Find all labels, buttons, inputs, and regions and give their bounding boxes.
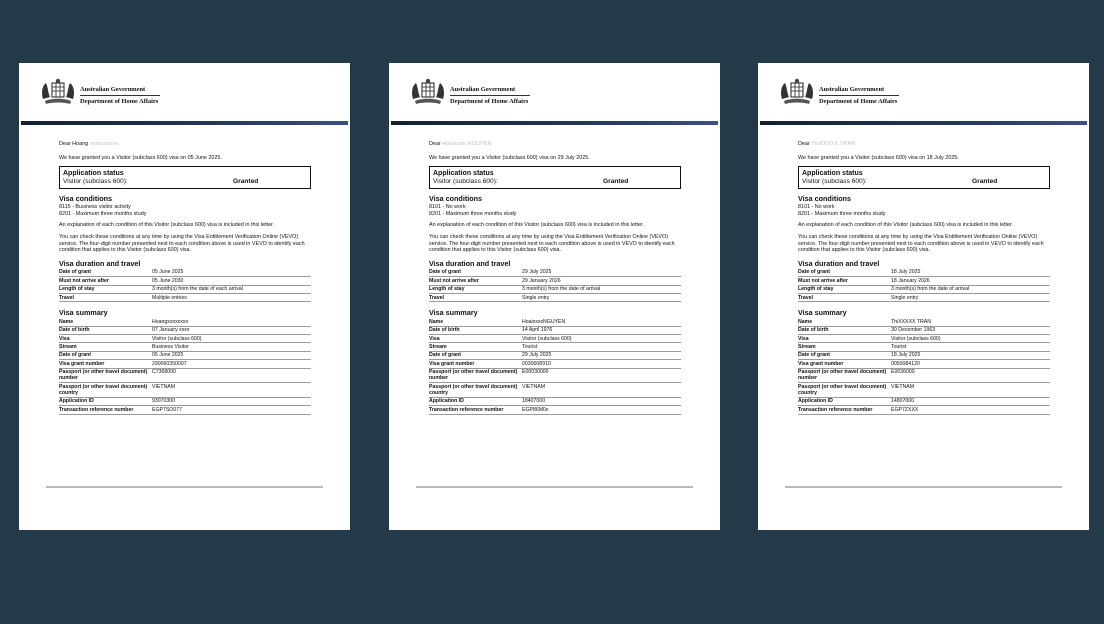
table-row xyxy=(429,360,681,368)
field-label: Travel xyxy=(429,293,522,301)
field-value: C7368000 xyxy=(152,368,311,383)
status-title: Application status xyxy=(802,170,863,178)
field-label: Date of birth xyxy=(429,326,522,334)
letterhead xyxy=(778,77,978,117)
field-value: 18 July 2025 xyxy=(891,351,1050,359)
table-row xyxy=(798,383,1050,398)
field-label: Visa grant number xyxy=(59,360,152,368)
table-row xyxy=(59,343,311,351)
field-value: 05 June 2030 xyxy=(152,277,311,285)
field-label: Visa xyxy=(59,335,152,343)
table-row xyxy=(59,406,311,414)
field-label: Passport (or other travel document) country xyxy=(429,383,522,398)
footer-rule xyxy=(785,486,1062,488)
conditions-explanation: An explanation of each condition of this Visitor (subclass 600) visa is included in this letter. xyxy=(429,222,645,229)
field-value: ThiXXXXX TRAN xyxy=(891,318,1050,326)
field-value: Multiple entries xyxy=(152,293,311,301)
conditions-explanation: An explanation of each condition of this Visitor (subclass 600) visa is included in this letter. xyxy=(798,222,1014,229)
condition-item: 8201 - Maximum three months study xyxy=(429,210,517,217)
department-name: Department of Home Affairs xyxy=(819,98,898,105)
duration-table xyxy=(798,269,1050,303)
coat-of-arms-icon xyxy=(39,77,77,107)
field-value: 18 July 2025 xyxy=(891,269,1050,277)
field-label: Visa xyxy=(429,335,522,343)
duration-table xyxy=(429,269,681,303)
greeting-prefix: Dear xyxy=(429,141,441,147)
field-value: 0030008910 xyxy=(522,360,681,368)
greeting xyxy=(798,141,1050,148)
field-value: 29 July 2025 xyxy=(522,269,681,277)
field-label: Name xyxy=(59,318,152,326)
field-label: Stream xyxy=(59,343,152,351)
visa-grant-letter-page xyxy=(389,63,720,530)
field-label: Travel xyxy=(59,293,152,301)
letter-body xyxy=(59,141,311,415)
field-value: 3 month(s) from the date of arrival xyxy=(522,285,681,293)
header-band xyxy=(391,121,718,125)
field-label: Name xyxy=(429,318,522,326)
field-label: Visa grant number xyxy=(798,360,891,368)
table-row xyxy=(429,318,681,326)
table-row xyxy=(59,368,311,383)
letter-body xyxy=(798,141,1050,415)
table-row xyxy=(798,318,1050,326)
status-badge: Granted xyxy=(233,178,259,186)
duration-heading: Visa duration and travel xyxy=(429,258,511,268)
condition-item: 8201 - Maximum three months study xyxy=(59,210,147,217)
conditions-heading: Visa conditions xyxy=(59,194,112,204)
table-row xyxy=(59,397,311,405)
field-value: 07 January xxxx xyxy=(152,326,311,334)
field-label: Passport (or other travel document) country xyxy=(798,383,891,398)
field-label: Application ID xyxy=(59,397,152,405)
field-value: 30 December 1963 xyxy=(891,326,1050,334)
table-row xyxy=(798,360,1050,368)
field-label: Application ID xyxy=(429,397,522,405)
field-label: Date of grant xyxy=(429,351,522,359)
field-label: Must not arrive after xyxy=(59,277,152,285)
agency-name xyxy=(819,85,899,106)
field-value: 18 January 2026 xyxy=(891,277,1050,285)
field-label: Passport (or other travel document) number xyxy=(798,368,891,383)
duration-heading: Visa duration and travel xyxy=(798,258,880,268)
field-label: Transaction reference number xyxy=(59,406,152,414)
field-label: Passport (or other travel document) country xyxy=(59,383,152,398)
field-label: Length of stay xyxy=(798,285,891,293)
field-value: 93070300 xyxy=(152,397,311,405)
greeting xyxy=(429,141,681,148)
table-row xyxy=(429,351,681,359)
table-row xyxy=(429,326,681,334)
field-label: Date of grant xyxy=(798,351,891,359)
field-value: 18407000 xyxy=(522,397,681,405)
table-row xyxy=(429,335,681,343)
field-value: E0036000 xyxy=(891,368,1050,383)
field-value: 290060350007 xyxy=(152,360,311,368)
field-value: 14 April 1976 xyxy=(522,326,681,334)
status-label: Visitor (subclass 600): xyxy=(433,178,498,186)
condition-item: 8101 - No work xyxy=(798,204,835,211)
table-row xyxy=(429,343,681,351)
header-band xyxy=(760,121,1087,125)
status-title: Application status xyxy=(63,170,124,178)
table-row xyxy=(429,406,681,414)
vevo-paragraph: You can check these conditions at any time by using the Visa Entitlement Verification Online (VEVO) service. The four-digit number presented next to each condition above is used in VEVO to identify each condition that applies to this Visitor (subclass 600) visa. xyxy=(59,233,305,254)
field-value: Business Visitor xyxy=(152,343,311,351)
conditions-explanation: An explanation of each condition of this Visitor (subclass 600) visa is included in this letter. xyxy=(59,222,275,229)
field-value: Tourist xyxy=(891,343,1050,351)
agency-name xyxy=(80,85,160,106)
table-row xyxy=(429,368,681,383)
field-label: Date of birth xyxy=(59,326,152,334)
vevo-paragraph: You can check these conditions at any time by using the Visa Entitlement Verification Online (VEVO) service. The four-digit number presented next to each condition above is used in VEVO to identify each condition that applies to this Visitor (subclass 600) visa. xyxy=(798,233,1044,254)
coat-of-arms-icon xyxy=(409,77,447,107)
field-value: 3 month(s) from the date of each arrival xyxy=(152,285,311,293)
table-row xyxy=(798,397,1050,405)
table-row xyxy=(429,293,681,301)
field-value: EGP7SO077 xyxy=(152,406,311,414)
letter-body xyxy=(429,141,681,415)
letterhead xyxy=(39,77,239,117)
field-label: Date of birth xyxy=(798,326,891,334)
greeting-prefix: Dear xyxy=(798,141,810,147)
field-value: VIETNAM xyxy=(522,383,681,398)
footer-rule xyxy=(46,486,323,488)
vevo-paragraph: You can check these conditions at any time by using the Visa Entitlement Verification Online (VEVO) service. The four-digit number presented next to each condition above is used in VEVO to identify each condition that applies to this Visitor (subclass 600) visa. xyxy=(429,233,675,254)
summary-table xyxy=(798,318,1050,414)
table-row xyxy=(59,335,311,343)
table-row xyxy=(798,343,1050,351)
grant-intro: We have granted you a Visitor (subclass 600) visa on 05 June 2025. xyxy=(59,154,222,161)
field-value: 0050084120 xyxy=(891,360,1050,368)
field-value: 14807000 xyxy=(891,397,1050,405)
field-value: Visitor (subclass 600) xyxy=(891,335,1050,343)
header-band xyxy=(21,121,348,125)
table-row xyxy=(429,285,681,293)
field-value: 29 July 2025 xyxy=(522,351,681,359)
field-label: Stream xyxy=(798,343,891,351)
table-row xyxy=(429,383,681,398)
table-row xyxy=(798,406,1050,414)
field-value: 05 June 2025 xyxy=(152,269,311,277)
field-label: Stream xyxy=(429,343,522,351)
visa-grant-letter-page xyxy=(19,63,350,530)
field-value: Single entry xyxy=(522,293,681,301)
field-value: Hoangxxxxxxxx xyxy=(152,318,311,326)
field-label: Travel xyxy=(798,293,891,301)
field-label: Visa xyxy=(798,335,891,343)
field-label: Date of grant xyxy=(429,269,522,277)
field-value: 05 June 2025 xyxy=(152,351,311,359)
table-row xyxy=(798,269,1050,277)
field-value: E00030000 xyxy=(522,368,681,383)
condition-item: 8115 - Business visitor activity xyxy=(59,204,131,211)
field-label: Passport (or other travel document) number xyxy=(59,368,152,383)
field-value: 29 January 2026 xyxy=(522,277,681,285)
table-row xyxy=(59,293,311,301)
summary-table xyxy=(59,318,311,414)
table-row xyxy=(798,285,1050,293)
field-label: Must not arrive after xyxy=(429,277,522,285)
conditions-heading: Visa conditions xyxy=(798,194,851,204)
condition-item: 8101 - No work xyxy=(429,204,466,211)
summary-heading: Visa summary xyxy=(798,308,847,318)
table-row xyxy=(59,318,311,326)
field-label: Passport (or other travel document) number xyxy=(429,368,522,383)
duration-heading: Visa duration and travel xyxy=(59,258,141,268)
field-label: Visa grant number xyxy=(429,360,522,368)
field-label: Must not arrive after xyxy=(798,277,891,285)
government-name: Australian Government xyxy=(819,85,899,96)
table-row xyxy=(429,397,681,405)
grant-intro: We have granted you a Visitor (subclass 600) visa on 29 July 2025. xyxy=(429,154,590,161)
field-label: Transaction reference number xyxy=(798,406,891,414)
table-row xyxy=(59,326,311,334)
field-value: Tourist xyxy=(522,343,681,351)
field-label: Application ID xyxy=(798,397,891,405)
coat-of-arms-icon xyxy=(778,77,816,107)
table-row xyxy=(59,277,311,285)
letterhead xyxy=(409,77,609,117)
visa-grant-letter-page xyxy=(758,63,1089,530)
field-value: 3 month(s) from the date of arrival xyxy=(891,285,1050,293)
table-row xyxy=(798,293,1050,301)
department-name: Department of Home Affairs xyxy=(450,98,529,105)
duration-table xyxy=(59,269,311,303)
field-label: Length of stay xyxy=(59,285,152,293)
field-label: Date of grant xyxy=(59,351,152,359)
field-value: VIETNAM xyxy=(891,383,1050,398)
table-row xyxy=(798,277,1050,285)
department-name: Department of Home Affairs xyxy=(80,98,159,105)
field-label: Date of grant xyxy=(59,269,152,277)
field-value: EGP7ZXXX xyxy=(891,406,1050,414)
greeting xyxy=(59,141,311,148)
status-label: Visitor (subclass 600): xyxy=(63,178,128,186)
table-row xyxy=(59,383,311,398)
field-value: HoaixxxxNGUYEN xyxy=(522,318,681,326)
application-status-box xyxy=(429,166,681,189)
field-label: Length of stay xyxy=(429,285,522,293)
greeting-prefix: Dear Hoang xyxy=(59,141,89,147)
application-status-box xyxy=(59,166,311,189)
condition-item: 8201 - Maximum three months study xyxy=(798,210,886,217)
table-row xyxy=(798,368,1050,383)
table-row xyxy=(59,351,311,359)
table-row xyxy=(798,326,1050,334)
field-label: Date of grant xyxy=(798,269,891,277)
status-title: Application status xyxy=(433,170,494,178)
field-value: Single entry xyxy=(891,293,1050,301)
field-value: Visitor (subclass 600) xyxy=(522,335,681,343)
government-name: Australian Government xyxy=(80,85,160,96)
table-row xyxy=(429,277,681,285)
table-row xyxy=(59,285,311,293)
redacted-name: ThiXXXXX TRAN xyxy=(811,141,856,147)
redacted-name: xxxxxxxxxx xyxy=(89,141,119,147)
field-value: EGP86M0x xyxy=(522,406,681,414)
footer-rule xyxy=(416,486,693,488)
table-row xyxy=(798,351,1050,359)
grant-intro: We have granted you a Visitor (subclass 600) visa on 18 July 2025. xyxy=(798,154,959,161)
field-value: VIETNAM xyxy=(152,383,311,398)
field-label: Name xyxy=(798,318,891,326)
status-badge: Granted xyxy=(603,178,629,186)
summary-heading: Visa summary xyxy=(59,308,108,318)
status-badge: Granted xyxy=(972,178,998,186)
summary-heading: Visa summary xyxy=(429,308,478,318)
table-row xyxy=(798,335,1050,343)
field-label: Transaction reference number xyxy=(429,406,522,414)
status-label: Visitor (subclass 600): xyxy=(802,178,867,186)
agency-name xyxy=(450,85,530,106)
redacted-name: Hoaixxxx NGUYEN xyxy=(442,141,492,147)
table-row xyxy=(429,269,681,277)
table-row xyxy=(59,360,311,368)
field-value: Visitor (subclass 600) xyxy=(152,335,311,343)
application-status-box xyxy=(798,166,1050,189)
conditions-heading: Visa conditions xyxy=(429,194,482,204)
summary-table xyxy=(429,318,681,414)
government-name: Australian Government xyxy=(450,85,530,96)
table-row xyxy=(59,269,311,277)
